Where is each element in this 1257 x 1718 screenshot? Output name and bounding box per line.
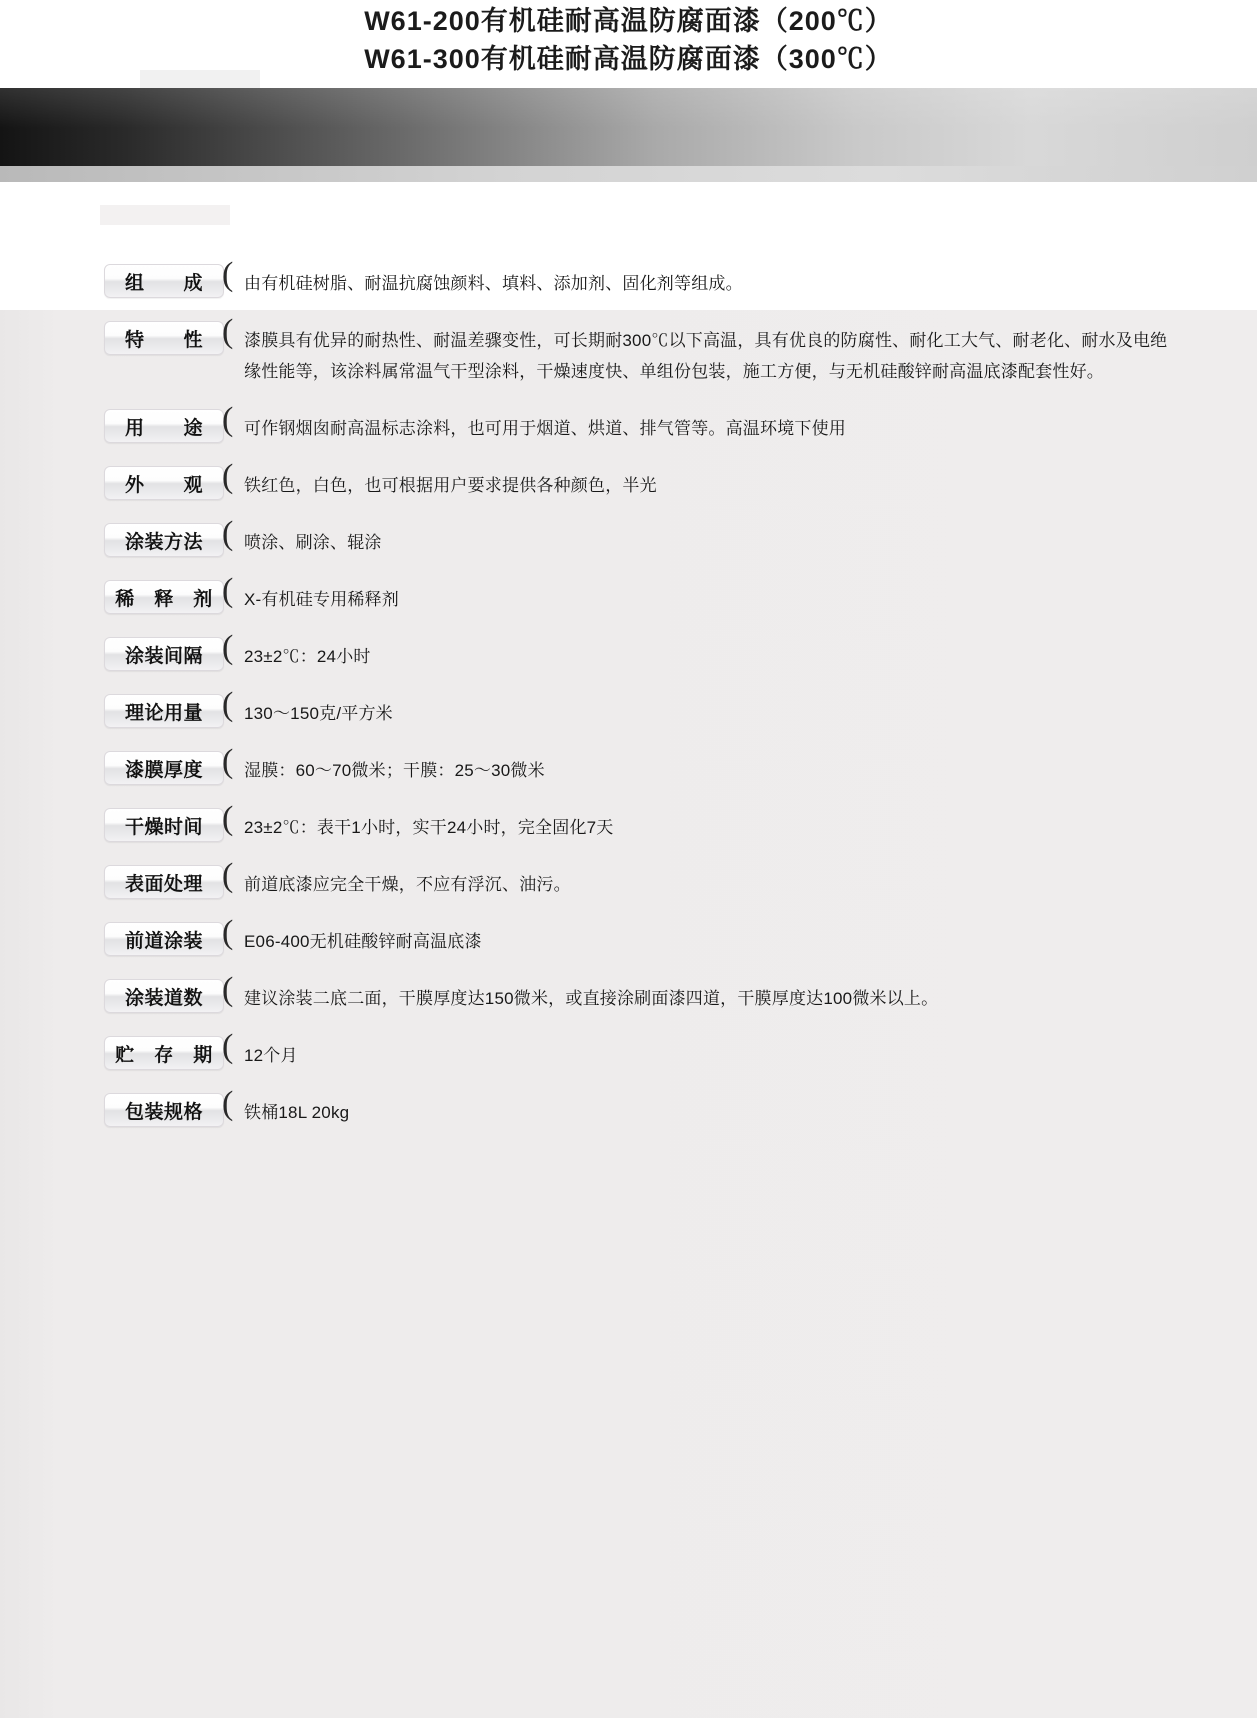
page-title — [0, 0, 1257, 78]
spec-value: 23±2℃：表干1小时，实干24小时，完全固化7天 — [244, 818, 614, 837]
spec-row — [0, 401, 1257, 444]
spec-row — [0, 800, 1257, 843]
bracket-decoration-icon: ( — [222, 458, 234, 495]
bracket-decoration-icon: ( — [222, 686, 234, 723]
spec-row — [0, 1085, 1257, 1128]
spec-label: 用 途 — [104, 409, 224, 443]
spec-label-wrap — [104, 256, 234, 298]
spec-label: 干燥时间 — [104, 808, 224, 842]
spec-label: 表面处理 — [104, 865, 224, 899]
spec-label-wrap — [104, 1085, 234, 1127]
spec-row — [0, 629, 1257, 672]
spec-label-wrap — [104, 686, 234, 728]
spec-value: 23±2℃：24小时 — [244, 647, 371, 666]
spec-row — [0, 743, 1257, 786]
spec-value: 漆膜具有优异的耐热性、耐温差骤变性，可长期耐300℃以下高温，具有优良的防腐性、耐化工大气、耐老化、耐水及电绝缘性能等，该涂料属常温气干型涂料，干燥速度快、单组份包装，施工方便，与无机硅酸锌耐高温底漆配套性好。 — [244, 331, 1168, 381]
spec-row — [0, 857, 1257, 900]
spec-label: 组 成 — [104, 264, 224, 298]
title-line-2: W61-300有机硅耐高温防腐面漆（300℃） — [364, 44, 893, 74]
spec-row — [0, 256, 1257, 299]
title-banner — [0, 88, 1257, 166]
spec-row — [0, 914, 1257, 957]
spec-value: X-有机硅专用稀释剂 — [244, 590, 399, 609]
banner-underbar — [0, 166, 1257, 182]
spec-label-wrap — [104, 1028, 234, 1070]
spec-label: 理论用量 — [104, 694, 224, 728]
spec-label: 漆膜厚度 — [104, 751, 224, 785]
bracket-decoration-icon: ( — [222, 256, 234, 293]
spec-label: 外 观 — [104, 466, 224, 500]
spec-label-wrap — [104, 629, 234, 671]
spec-value: 湿膜：60～70微米；干膜：25～30微米 — [244, 761, 545, 780]
bracket-decoration-icon: ( — [222, 515, 234, 552]
bracket-decoration-icon: ( — [222, 629, 234, 666]
spec-value: 铁桶18L 20kg — [244, 1103, 350, 1122]
spec-label: 包装规格 — [104, 1093, 224, 1127]
spec-row — [0, 313, 1257, 387]
spec-value: 喷涂、刷涂、辊涂 — [244, 533, 382, 552]
title-line-1: W61-200有机硅耐高温防腐面漆（200℃） — [364, 6, 893, 36]
spec-value: 铁红色，白色，也可根据用户要求提供各种颜色，半光 — [244, 476, 657, 495]
spec-label-wrap — [104, 572, 234, 614]
spec-label-wrap — [104, 857, 234, 899]
spec-label: 涂装道数 — [104, 979, 224, 1013]
bracket-decoration-icon: ( — [222, 971, 234, 1008]
bracket-decoration-icon: ( — [222, 743, 234, 780]
bracket-decoration-icon: ( — [222, 914, 234, 951]
spec-label-wrap — [104, 458, 234, 500]
spec-value: E06-400无机硅酸锌耐高温底漆 — [244, 932, 482, 951]
spec-list — [0, 256, 1257, 1150]
spec-row — [0, 458, 1257, 501]
spec-row — [0, 572, 1257, 615]
spec-value: 建议涂装二底二面，干膜厚度达150微米，或直接涂刷面漆四道，干膜厚度达100微米以上。 — [244, 989, 939, 1008]
spec-label-wrap — [104, 800, 234, 842]
spec-label-wrap — [104, 914, 234, 956]
spec-label: 涂装方法 — [104, 523, 224, 557]
bracket-decoration-icon: ( — [222, 800, 234, 837]
spec-label-wrap — [104, 971, 234, 1013]
spec-value: 130～150克/平方米 — [244, 704, 393, 723]
bracket-decoration-icon: ( — [222, 401, 234, 438]
spec-row — [0, 686, 1257, 729]
spec-value: 由有机硅树脂、耐温抗腐蚀颜料、填料、添加剂、固化剂等组成。 — [244, 274, 743, 293]
spec-value: 可作钢烟囱耐高温标志涂料，也可用于烟道、烘道、排气管等。高温环境下使用 — [244, 419, 846, 438]
spec-row — [0, 971, 1257, 1014]
spec-label-wrap — [104, 313, 234, 355]
bracket-decoration-icon: ( — [222, 1028, 234, 1065]
spec-label: 贮 存 期 — [104, 1036, 224, 1070]
spec-value: 12个月 — [244, 1046, 298, 1065]
spec-label: 稀 释 剂 — [104, 580, 224, 614]
bracket-decoration-icon: ( — [222, 1085, 234, 1122]
watermark-block-mid — [100, 205, 230, 225]
spec-label-wrap — [104, 743, 234, 785]
spec-value: 前道底漆应完全干燥，不应有浮沉、油污。 — [244, 875, 571, 894]
bracket-decoration-icon: ( — [222, 857, 234, 894]
spec-label: 前道涂装 — [104, 922, 224, 956]
banner-sheen — [0, 88, 1257, 128]
bracket-decoration-icon: ( — [222, 313, 234, 350]
spec-row — [0, 515, 1257, 558]
spec-row — [0, 1028, 1257, 1071]
spec-label-wrap — [104, 515, 234, 557]
spec-label: 涂装间隔 — [104, 637, 224, 671]
spec-label-wrap — [104, 401, 234, 443]
bracket-decoration-icon: ( — [222, 572, 234, 609]
spec-label: 特 性 — [104, 321, 224, 355]
